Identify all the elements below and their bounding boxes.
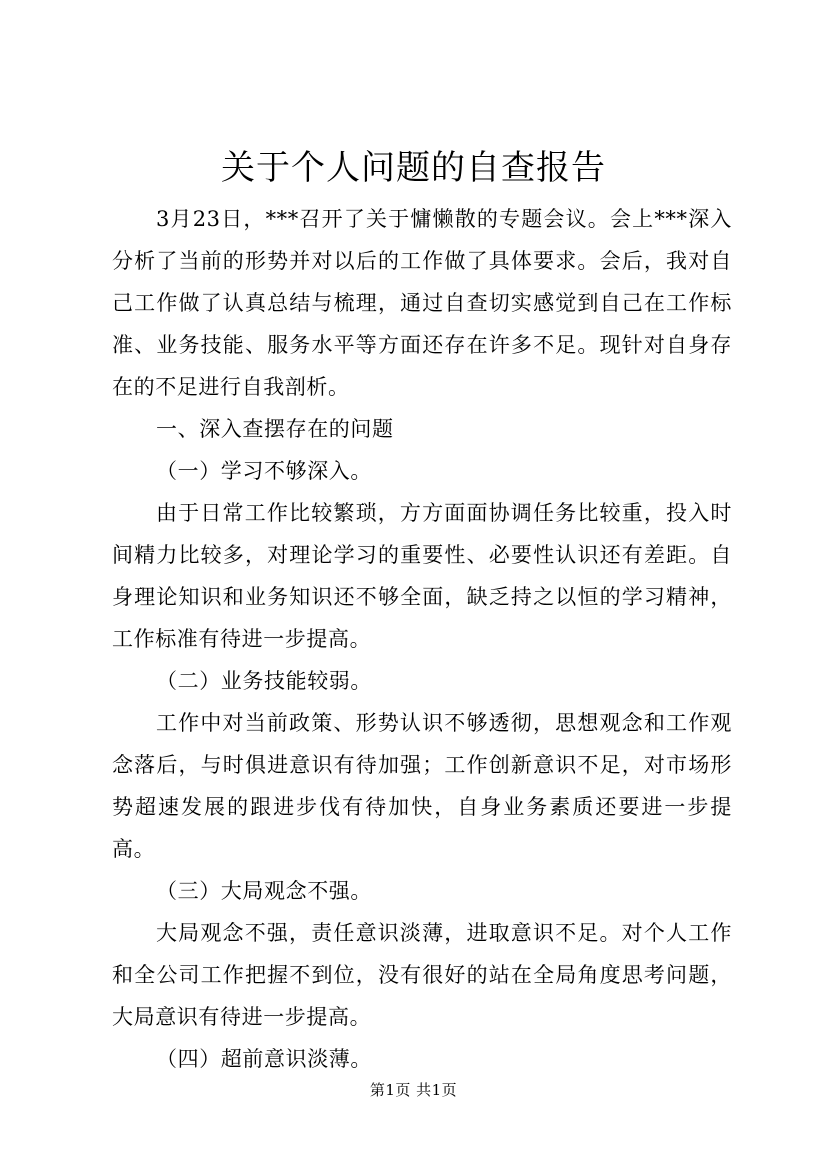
paragraph-3: 大局观念不强，责任意识淡薄，进取意识不足。对个人工作和全公司工作把握不到位，没有很好的站在全局角度思考问题，大局意识有待进一步提高。 bbox=[112, 921, 732, 1029]
document-body bbox=[112, 198, 732, 1080]
subheading-2: （二）业务技能较弱。 bbox=[156, 669, 372, 693]
document-title: 关于个人问题的自查报告 bbox=[221, 148, 606, 188]
section-heading-1: 一、深入查摆存在的问题 bbox=[156, 417, 394, 441]
paragraph-intro: 3月23日，***召开了关于慵懒散的专题会议。会上***深入分析了当前的形势并对以后的工作做了具体要求。会后，我对自己工作做了认真总结与梳理，通过自查切实感觉到自己在工作标准、业务技能、服务水平等方面还存在许多不足。现针对自身存在的不足进行自我剖析。 bbox=[112, 207, 732, 399]
subheading-3: （三）大局观念不强。 bbox=[156, 879, 372, 903]
page-footer: 第1页 共1页 bbox=[369, 1081, 458, 1099]
paragraph-1: 由于日常工作比较繁琐，方方面面协调任务比较重，投入时间精力比较多，对理论学习的重要性、必要性认识还有差距。自身理论知识和业务知识还不够全面，缺乏持之以恒的学习精神，工作标准有待进一步提高。 bbox=[112, 501, 732, 651]
subheading-4: （四）超前意识淡薄。 bbox=[156, 1047, 372, 1071]
subheading-1: （一）学习不够深入。 bbox=[156, 459, 372, 483]
paragraph-2: 工作中对当前政策、形势认识不够透彻，思想观念和工作观念落后，与时俱进意识有待加强；工作创新意识不足，对市场形势超速发展的跟进步伐有待加快，自身业务素质还要进一步提高。 bbox=[112, 711, 732, 861]
